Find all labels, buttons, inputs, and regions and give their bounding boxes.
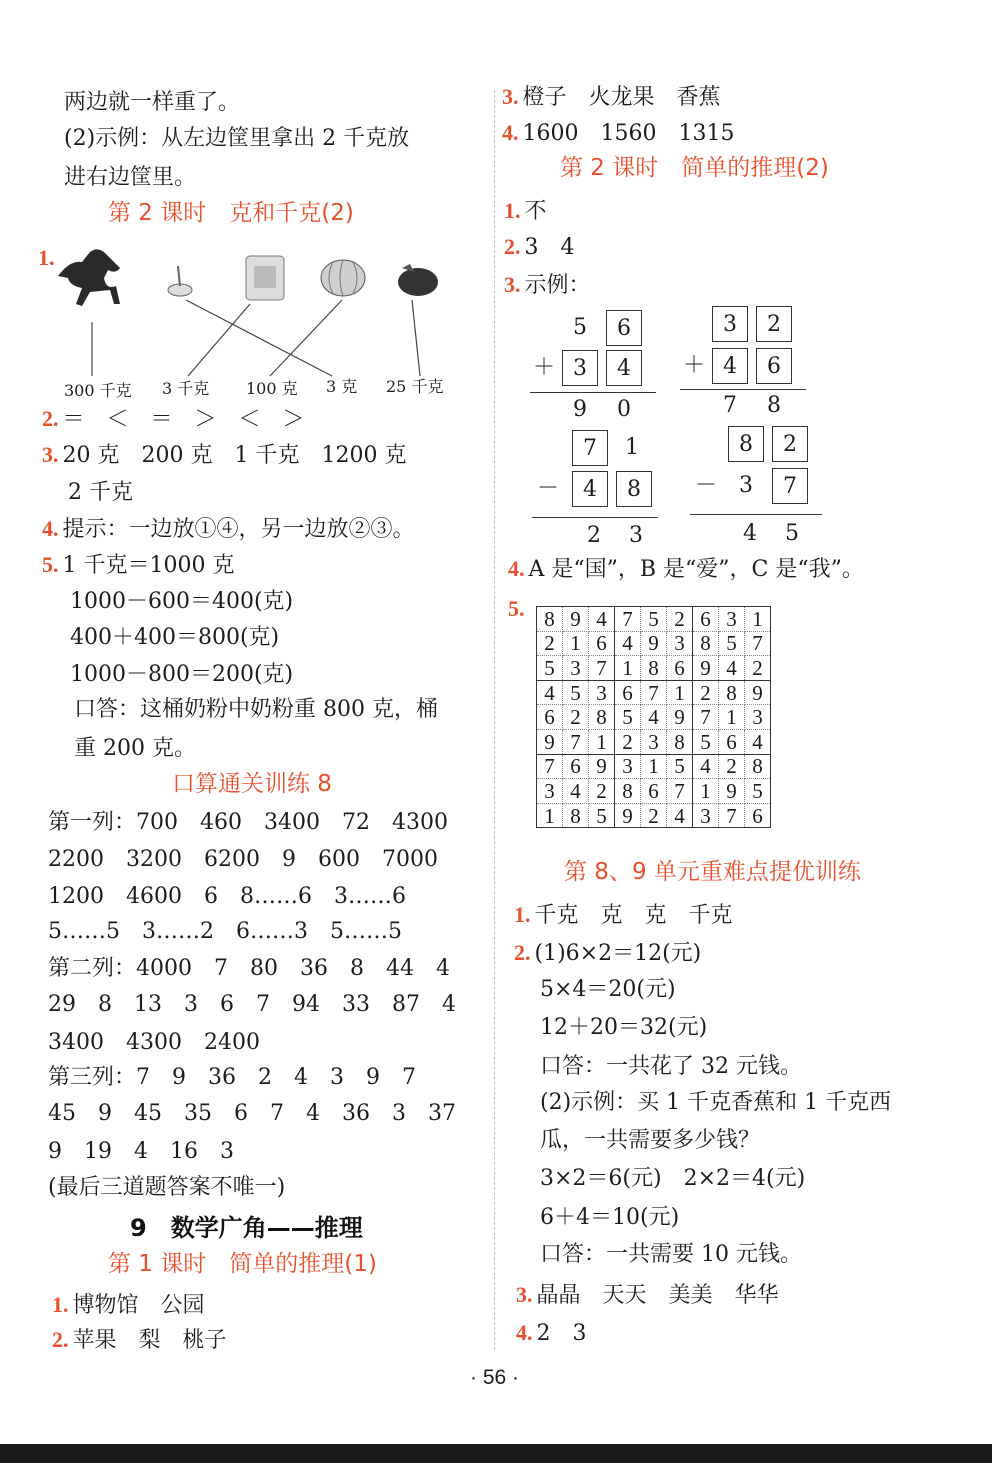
answer-line: 3. 橙子 火龙果 香蕉 [502,84,721,110]
weight-label: 3 千克 [162,379,210,398]
sudoku-row [537,803,771,828]
sudoku-cell: 3 [667,631,693,656]
oral-line: 3400 4300 2400 [48,1030,260,1055]
sudoku-cell: 4 [667,803,693,828]
sudoku-cell: 8 [537,607,563,632]
pumpkin-icon [321,260,365,296]
answer-line: 400＋400＝800(克) [70,625,280,650]
intro-line: 进右边筐里。 [64,165,197,190]
sudoku-cell: 6 [563,754,589,779]
sudoku-cell: 5 [641,607,667,632]
sudoku-cell: 4 [615,631,641,656]
answer-line: 2. 苹果 梨 桃子 [52,1327,227,1353]
sudoku-cell: 7 [615,607,641,632]
answer-line: 1000－600＝400(克) [70,589,294,614]
sudoku-row [537,754,771,779]
sudoku-cell: 9 [537,729,563,754]
sudoku-cell: 9 [693,656,719,681]
section-heading: 口算通关训练 8 [172,771,332,797]
sudoku-cell: 4 [641,705,667,730]
sudoku-cell: 8 [667,729,693,754]
sudoku-cell: 5 [589,803,615,828]
sudoku-cell: 8 [745,754,771,779]
section-heading: 第 2 课时 克和千克(2) [108,200,354,226]
sudoku-cell: 6 [537,705,563,730]
sudoku-cell: 1 [693,779,719,804]
sudoku-cell: 6 [667,656,693,681]
sudoku-cell: 8 [563,803,589,828]
sudoku-cell: 1 [563,631,589,656]
sudoku-row [537,656,771,681]
answer-line: 4. A 是“国”，B 是“爱”，C 是“我”。 [508,556,864,582]
sudoku-cell: 7 [719,803,745,828]
sudoku-cell: 5 [537,656,563,681]
oral-line: (最后三道题答案不唯一) [48,1175,286,1200]
sudoku-cell: 3 [537,779,563,804]
answer-line: 口答：一共需要 10 元钱。 [540,1242,802,1267]
rice-bag-icon [246,256,284,300]
answer-line: 5. 1 千克＝1000 克 [42,552,235,578]
sudoku-cell: 2 [537,631,563,656]
answer-line: 2. 3 4 [504,234,575,260]
weight-label: 25 千克 [386,377,444,396]
oral-line: 45 9 45 35 6 7 4 36 3 37 [48,1101,456,1126]
sudoku-cell: 9 [745,680,771,705]
sudoku-cell: 2 [745,656,771,681]
sudoku-cell: 1 [667,680,693,705]
sudoku-cell: 1 [641,754,667,779]
sudoku-cell: 4 [719,656,745,681]
sudoku-cell: 2 [693,680,719,705]
sudoku-row [537,705,771,730]
sudoku-row [537,631,771,656]
sudoku-cell: 8 [719,680,745,705]
sudoku-cell: 7 [563,729,589,754]
sudoku-cell: 5 [563,680,589,705]
sudoku-cell: 9 [589,754,615,779]
answer-line: 6＋4＝10(元) [540,1205,680,1230]
oral-line: 9 19 4 16 3 [48,1139,234,1164]
sudoku-cell: 9 [641,631,667,656]
section-heading: 第 2 课时 简单的推理(2) [560,155,829,181]
sudoku-cell: 6 [745,803,771,828]
question-number: 5. [508,596,525,621]
sudoku-cell: 2 [615,729,641,754]
sudoku-cell: 4 [693,754,719,779]
answer-line: 3. 示例： [504,272,591,298]
question-number: 1. [38,245,55,270]
sudoku-row [537,729,771,754]
sudoku-cell: 3 [641,729,667,754]
sudoku-cell: 2 [719,754,745,779]
sudoku-cell: 5 [745,779,771,804]
sudoku-cell: 5 [719,631,745,656]
sudoku-cell: 6 [719,729,745,754]
sudoku-cell: 7 [667,779,693,804]
sudoku-cell: 1 [745,607,771,632]
sudoku-cell: 3 [615,754,641,779]
sudoku-cell: 3 [745,705,771,730]
sudoku-cell: 9 [667,705,693,730]
answer-line: 12＋20＝32(元) [540,1015,708,1040]
sudoku-cell: 5 [667,754,693,779]
intro-line: (2)示例：从左边筐里拿出 2 千克放 [64,126,410,151]
sudoku-cell: 7 [745,631,771,656]
sudoku-cell: 8 [615,779,641,804]
answer-line: 4. 提示：一边放①④，另一边放②③。 [42,516,415,542]
oral-line: 第二列：4000 7 80 36 8 44 4 [48,956,450,981]
sudoku-cell: 9 [563,607,589,632]
answer-line: 2. ＝ ＜ ＝ ＞ ＜ ＞ [42,406,305,432]
sudoku-grid [536,606,771,828]
sudoku-cell: 6 [693,607,719,632]
answer-line: 3. 20 克 200 克 1 千克 1200 克 [42,442,407,468]
sudoku-cell: 1 [615,656,641,681]
answer-line: 1. 千克 克 克 千克 [514,902,733,928]
sudoku-cell: 6 [615,680,641,705]
sudoku-cell: 5 [693,729,719,754]
sudoku-row [537,607,771,632]
sudoku-cell: 5 [615,705,641,730]
answer-line: 口答：一共花了 32 元钱。 [540,1054,802,1079]
section-heading: 第 1 课时 简单的推理(1) [108,1251,377,1277]
answer-line: 2 千克 [68,480,133,505]
oral-line: 29 8 13 3 6 7 94 33 87 4 [48,992,456,1017]
answer-line: 5×4＝20(元) [540,977,676,1002]
sudoku-cell: 1 [719,705,745,730]
sudoku-cell: 3 [693,803,719,828]
sudoku-cell: 2 [563,705,589,730]
answer-line: 1. 不 [504,198,547,224]
answer-line: 4. 2 3 [516,1320,587,1346]
sudoku-cell: 3 [563,656,589,681]
sudoku-cell: 7 [537,754,563,779]
sudoku-cell: 3 [589,680,615,705]
answer-line: 瓜，一共需要多少钱？ [540,1128,761,1153]
answer-line: 重 200 克。 [74,736,196,761]
sudoku-cell: 7 [641,680,667,705]
sudoku-cell: 9 [615,803,641,828]
sudoku-cell: 7 [693,705,719,730]
oral-line: 2200 3200 6200 9 600 7000 [48,847,438,872]
sudoku-cell: 2 [667,607,693,632]
sudoku-cell: 8 [589,705,615,730]
sudoku-cell: 8 [693,631,719,656]
sudoku-cell: 7 [589,656,615,681]
sudoku-cell: 6 [589,631,615,656]
sudoku-cell: 2 [589,779,615,804]
horse-icon [58,249,120,306]
answer-line: 4. 1600 1560 1315 [502,120,735,146]
intro-line: 两边就一样重了。 [64,90,241,115]
sudoku-cell: 3 [719,607,745,632]
answer-line: (2)示例：买 1 千克香蕉和 1 千克西 [540,1090,892,1115]
answer-line: 1. 博物馆 公园 [52,1292,205,1318]
weight-label: 300 千克 [64,381,132,400]
oral-line: 1200 4600 6 8……6 3……6 [48,884,406,909]
oral-line: 第一列：700 460 3400 72 4300 [48,810,448,835]
sudoku-cell: 4 [745,729,771,754]
lollipop-icon [168,266,192,296]
oral-line: 5……5 3……2 6……3 5……5 [48,919,402,944]
sudoku-cell: 4 [563,779,589,804]
sudoku-cell: 8 [641,656,667,681]
answer-line: 口答：这桶奶粉中奶粉重 800 克，桶 [74,697,438,722]
sudoku-row [537,680,771,705]
sudoku-cell: 1 [589,729,615,754]
answer-line: 2. (1)6×2＝12(元) [514,940,702,966]
weight-label: 3 克 [326,377,358,396]
section-heading: 第 8、9 单元重难点提优训练 [564,859,861,885]
weight-label: 100 克 [246,379,298,398]
page-number: · 56 · [470,1366,520,1389]
scan-edge [0,1444,992,1463]
sudoku-cell: 6 [641,779,667,804]
matching-figure [50,238,450,388]
sudoku-cell: 2 [641,803,667,828]
eggplant-icon [398,264,438,296]
answer-line: 1000－800＝200(克) [70,662,294,687]
answer-line: 3×2＝6(元) 2×2＝4(元) [540,1166,806,1191]
sudoku-cell: 4 [589,607,615,632]
column-divider [494,90,496,1350]
answer-line: 3. 晶晶 天天 美美 华华 [516,1282,779,1308]
oral-line: 第三列：7 9 36 2 4 3 9 7 [48,1065,416,1090]
sudoku-cell: 1 [537,803,563,828]
sudoku-cell: 9 [719,779,745,804]
unit-title: 9 数学广角——推理 [130,1214,363,1242]
sudoku-row [537,779,771,804]
sudoku-cell: 4 [537,680,563,705]
